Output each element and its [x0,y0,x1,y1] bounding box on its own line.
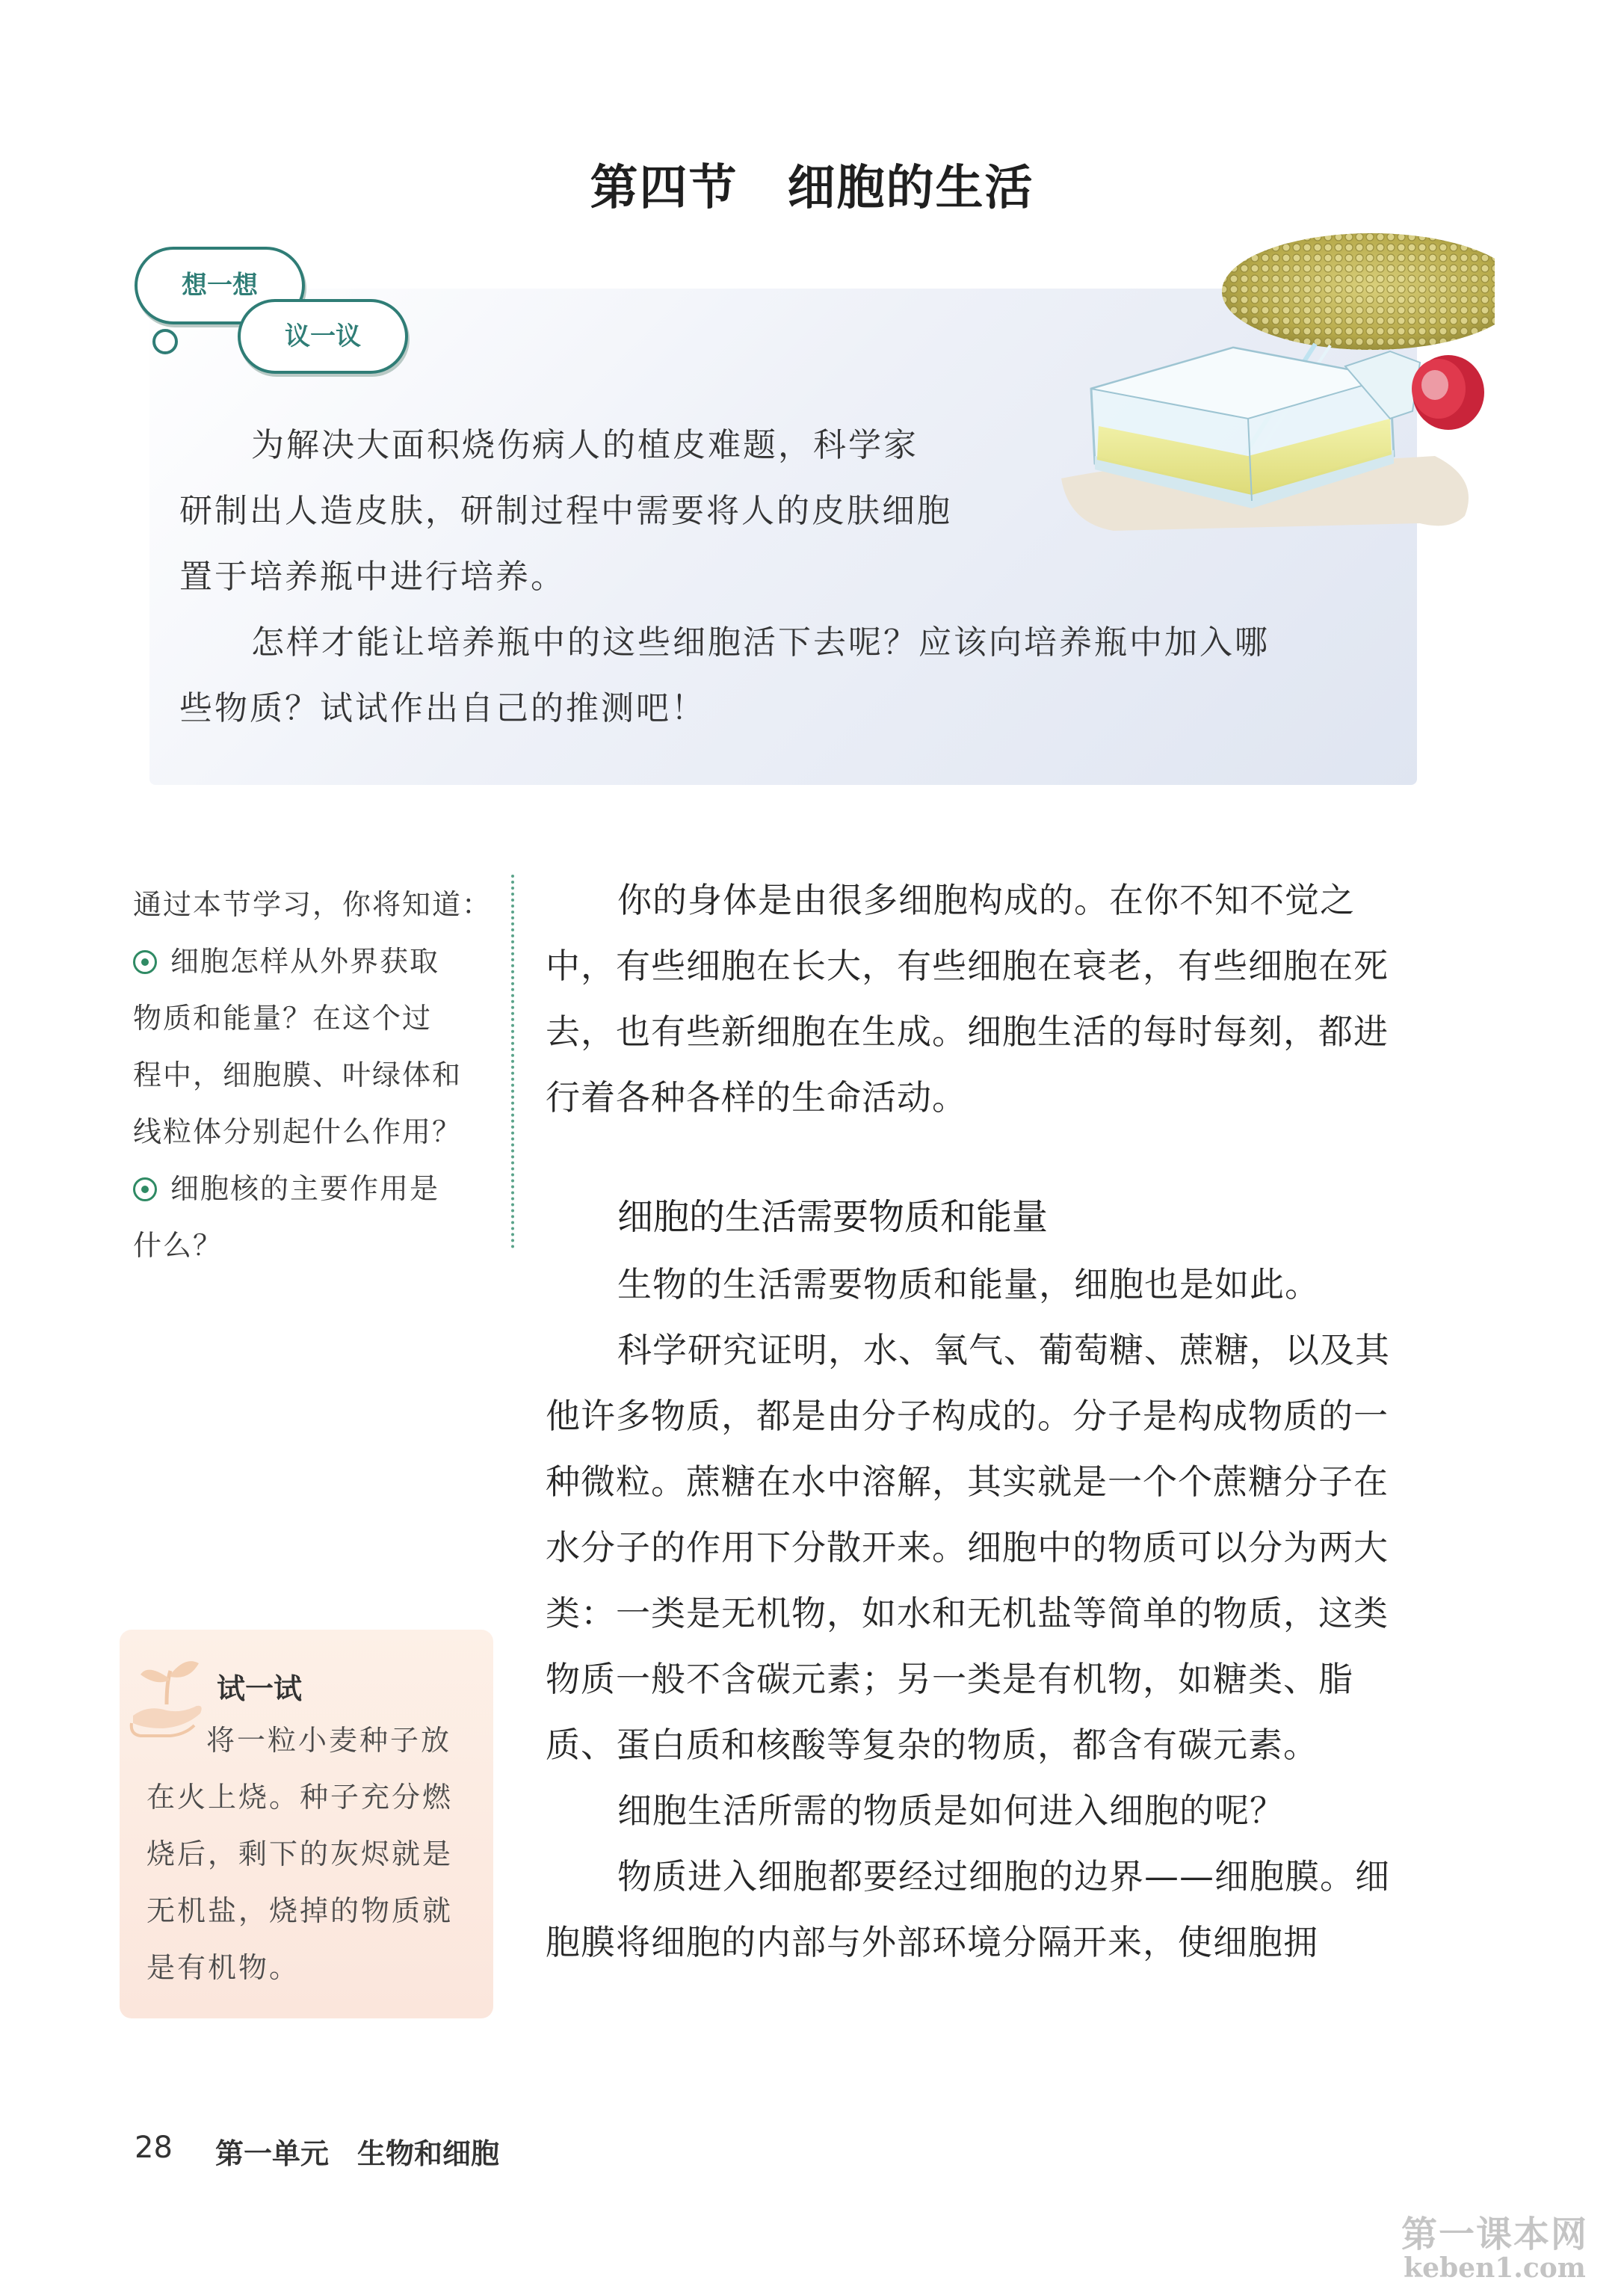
objective-item-1-cont: 物质和能量？在这个过 [133,1002,433,1035]
discuss-bubble: 议一议 [238,299,408,374]
panel-paragraph-2 [179,610,1398,742]
watermark-cn: 第一课本网 [1401,2214,1588,2255]
body-paragraph-3: 科学研究证明，水、氧气、葡萄糖、蔗糖，以及其他许多物质，都是由分子构成的。分子是构成物质的一种微粒。蔗糖在水中溶解，其实就是一个个蔗糖分子在水分子的作用下分散开来。细胞中的物质可以分为两大类：一类是无机物，如水和无机盐等简单的物质，这类物质一般不含碳元素；另一类是有机物，如糖类、脂质、蛋白质和核酸等复杂的物质，都含有碳元素。 [546,1330,1390,1765]
thought-bubble-dot [152,329,178,354]
try-it-line: 是有机物。 [146,1951,300,1984]
think-discuss-text [179,413,1398,742]
try-it-title: 试一试 [217,1672,303,1705]
bullet-icon [133,1177,157,1201]
objectives-intro: 通过本节学习，你将知道： [133,888,493,921]
body-paragraph-5: 物质进入细胞都要经过细胞的边界——细胞膜。细胞膜将细胞的内部与外部环境分隔开来，使细胞拥 [546,1856,1390,1962]
page-number: 28 [135,2131,173,2165]
panel-line: 些物质？试试作出自己的推测吧！ [179,689,706,727]
panel-line: 为解决大面积烧伤病人的植皮难题，科学家 [251,426,918,464]
bullet-icon [133,950,157,974]
panel-line: 置于培养瓶中进行培养。 [179,558,566,596]
main-body [546,867,1420,1975]
objective-item-1: 细胞怎样从外界获取 [133,933,492,990]
panel-line: 怎样才能让培养瓶中的这些细胞活下去呢？应该向培养瓶中加入哪 [251,623,1270,662]
panel-paragraph-1 [179,413,1398,610]
try-it-line: 无机盐，烧掉的物质就 [146,1894,454,1927]
objective-item-1-cont: 线粒体分别起什么作用？ [133,1115,463,1148]
subsection-heading: 细胞的生活需要物质和能量 [617,1196,1049,1238]
body-paragraph-1: 你的身体是由很多细胞构成的。在你不知不觉之中，有些细胞在长大，有些细胞在衰老，有些细胞在死去，也有些新细胞在生成。细胞生活的每时每刻，都进行着各种各样的生命活动。 [546,880,1389,1118]
try-it-line: 在火上烧。种子充分燃 [146,1781,454,1814]
panel-line: 研制出人造皮肤，研制过程中需要将人的皮肤细胞 [179,492,952,530]
watermark-en: keben1.com [1404,2252,1586,2284]
objective-item-1-cont: 程中，细胞膜、叶绿体和 [133,1059,463,1091]
try-it-line: 将一粒小麦种子放 [206,1724,452,1757]
learning-objectives [133,876,492,1274]
body-paragraph-4: 细胞生活所需的物质是如何进入细胞的呢？ [617,1790,1285,1831]
objective-item-2: 细胞核的主要作用是 [133,1160,492,1217]
think-bubble: 想一想 [135,247,305,324]
section-title: 第四节 细胞的生活 [590,161,1034,216]
watermark [1383,2205,1607,2284]
try-it-line: 烧后，剩下的灰烬就是 [146,1837,454,1870]
try-it-text [146,1712,475,1996]
body-paragraph-2: 生物的生活需要物质和能量，细胞也是如此。 [617,1264,1320,1304]
margin-divider [511,875,514,1248]
unit-label: 第一单元 生物和细胞 [215,2137,500,2170]
objective-item-2-cont: 什么？ [133,1229,223,1262]
